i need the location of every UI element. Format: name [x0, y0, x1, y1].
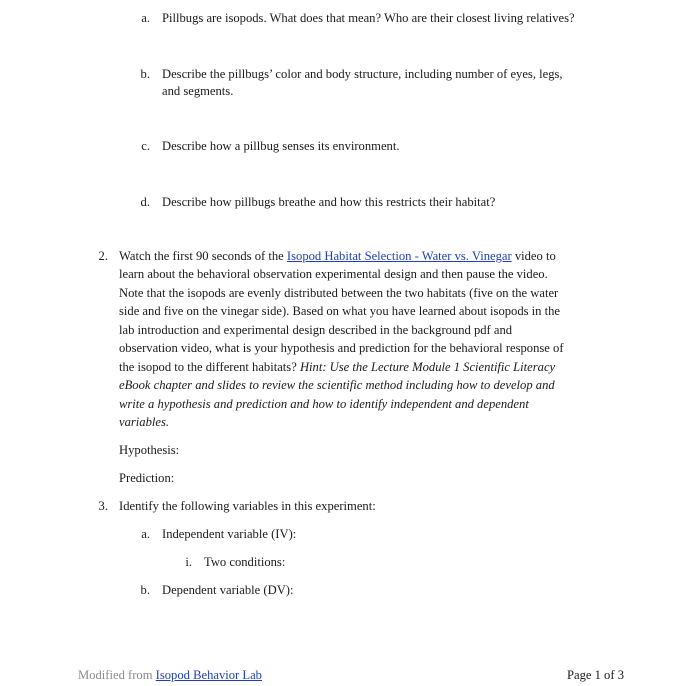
q3ai-text: Two conditions:: [204, 555, 286, 569]
q2-line-3: Note that the isopods are evenly distributed between the two habitats (five on the water: [119, 286, 559, 300]
q3b-marker: b.: [140, 583, 150, 597]
q1d-text: Describe how pillbugs breathe and how this restricts their habitat?: [162, 195, 496, 209]
q1b-line1: Describe the pillbugs’ color and body structure, including number of eyes, legs,: [162, 67, 563, 81]
page-number: Page 1 of 3: [566, 668, 624, 682]
q2-hint-2: eBook chapter and slides to review the scientific method including how to develop and: [119, 378, 555, 392]
q2-line-1-start: Watch the first 90 seconds of the: [119, 249, 284, 263]
q2-line-4: side and five on the vinegar side). Based on what you have learned about isopods in the: [119, 304, 561, 318]
q3b-text: Dependent variable (DV):: [162, 583, 294, 597]
hypothesis-label: Hypothesis:: [119, 443, 180, 457]
q3-text: Identify the following variables in this experiment:: [119, 499, 376, 513]
q2-line-7-text: the isopod to the different habitats?: [119, 360, 297, 374]
q3-marker: 3.: [98, 499, 108, 513]
q3a-marker: a.: [141, 527, 150, 541]
q2-hint-3: write a hypothesis and prediction and how to identify independent and dependent: [119, 397, 529, 411]
q3a-text: Independent variable (IV):: [162, 527, 297, 541]
q2-line-7: [119, 360, 555, 375]
q1c-marker: c.: [141, 139, 150, 153]
isopod-habitat-video-link[interactable]: Isopod Habitat Selection - Water vs. Vinegar: [286, 249, 512, 263]
q1c-text: Describe how a pillbug senses its environment.: [162, 139, 400, 153]
footer-source: [78, 668, 262, 683]
q1a-text: Pillbugs are isopods. What does that mean? Who are their closest living relatives?: [162, 11, 575, 25]
q1b-marker: b.: [140, 67, 150, 81]
q2-line-6: observation video, what is your hypothesis and prediction for the behavioral response of: [119, 341, 564, 355]
q1b-line2: and segments.: [162, 84, 234, 98]
q1d-marker: d.: [140, 195, 150, 209]
q2-marker: 2.: [98, 249, 108, 263]
q2-hint-1: Hint: Use the Lecture Module 1 Scientific Literacy: [299, 360, 556, 374]
q2-line-2: learn about the behavioral observation experimental design and then pause the video.: [119, 267, 548, 281]
q2-line-5: lab introduction and experimental design described in the background pdf and: [119, 323, 513, 337]
q2-hint-4: variables.: [119, 415, 170, 429]
footer-source-prefix: Modified from: [78, 668, 153, 682]
isopod-behavior-lab-link[interactable]: Isopod Behavior Lab: [155, 668, 262, 682]
q2-line-1-end: video to: [514, 249, 556, 263]
q3ai-marker: i.: [185, 555, 192, 569]
prediction-label: Prediction:: [119, 471, 175, 485]
q1a-marker: a.: [141, 11, 150, 25]
q2-line-1: [119, 249, 556, 264]
